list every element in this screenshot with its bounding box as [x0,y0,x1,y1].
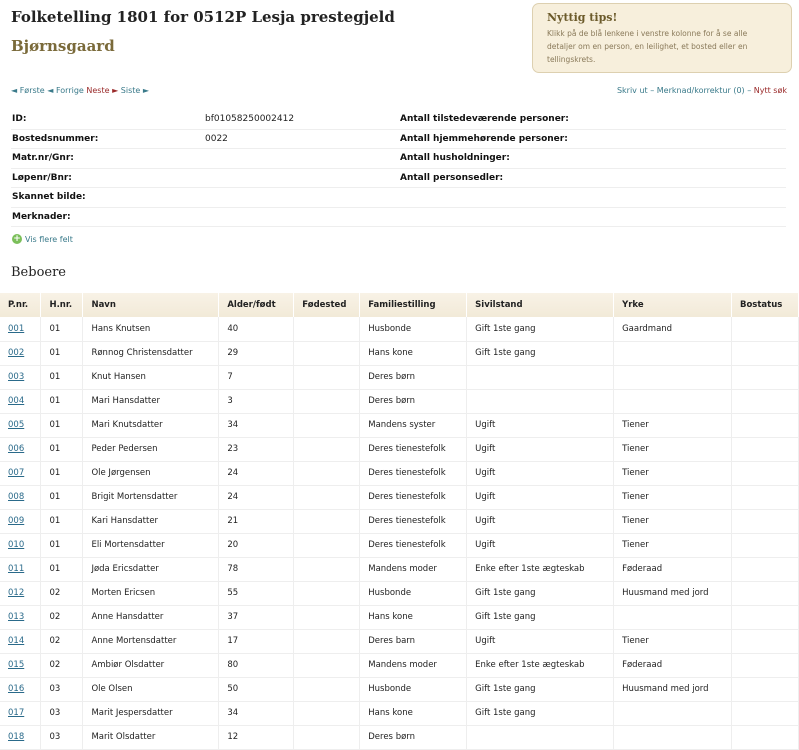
table-row [0,533,799,557]
table-cell [614,605,732,629]
table-cell [731,557,798,581]
table-cell: 21 [219,509,294,533]
table-cell: Enke efter 1ste ægteskab [467,557,614,581]
table-cell: Ugift [467,413,614,437]
column-header: Fødested [294,293,360,317]
table-cell [294,653,360,677]
info-label-right: Antall tilstedeværende personer: [400,114,569,124]
table-row [0,581,799,605]
person-link[interactable]: 010 [8,540,25,550]
info-label: Bostedsnummer: [12,133,99,144]
person-link[interactable]: 008 [8,492,25,502]
table-cell [731,605,798,629]
note-link[interactable]: Merknad/korrektur (0) [656,86,745,95]
table-cell: Jøda Ericsdatter [83,557,219,581]
table-cell: 24 [219,485,294,509]
table-cell [294,317,360,341]
table-cell: Ole Olsen [83,677,219,701]
tips-text: Klikk på de blå lenkene i venstre kolonne for å se alle detaljer om en person, en leilighet, et bosted eller en tellingskrets. [547,29,748,64]
table-cell [614,389,732,413]
table-cell [731,629,798,653]
last-link[interactable]: Siste ► [120,86,149,95]
table-cell: 02 [41,653,83,677]
table-cell [294,725,360,749]
info-row [11,208,786,228]
page-actions [617,86,787,95]
info-label: Skannet bilde: [12,192,86,202]
table-cell [294,365,360,389]
table-cell: Deres tienestefolk [360,461,467,485]
column-header: Bostatus [731,293,798,317]
table-row [0,725,799,749]
table-cell [0,725,41,749]
info-row [11,130,786,150]
prev-link[interactable]: ◄ Forrige [47,86,84,95]
info-row [11,110,786,130]
person-link[interactable]: 009 [8,516,25,526]
info-label: Matr.nr/Gnr: [12,153,74,163]
column-header: Alder/født [219,293,294,317]
table-cell: Ugift [467,509,614,533]
table-cell [294,605,360,629]
table-cell: Ugift [467,629,614,653]
table-cell: Mandens moder [360,557,467,581]
table-row [0,605,799,629]
table-cell [731,509,798,533]
table-cell [294,509,360,533]
table-cell [0,413,41,437]
table-cell: 3 [219,389,294,413]
new-search-link[interactable]: Nytt søk [753,86,787,95]
info-label: Merknader: [12,211,71,222]
table-cell: Gift 1ste gang [467,341,614,365]
table-cell: Eli Mortensdatter [83,533,219,557]
table-cell: Hans Knutsen [83,317,219,341]
info-row [11,188,786,208]
table-cell [614,365,732,389]
table-cell [467,725,614,749]
more-fields-label: Vis flere felt [25,234,73,244]
info-label-right: Antall husholdninger: [400,153,510,163]
table-cell: Ugift [467,533,614,557]
separator: – [647,86,657,95]
table-cell: Husbonde [360,677,467,701]
table-cell: Deres barn [360,629,467,653]
table-cell: Enke efter 1ste ægteskab [467,653,614,677]
table-cell: Huusmand med jord [614,677,732,701]
table-cell: Gift 1ste gang [467,581,614,605]
table-cell: 02 [41,581,83,605]
table-cell [294,629,360,653]
table-cell: Hans kone [360,701,467,725]
table-cell: Peder Pedersen [83,437,219,461]
table-cell [731,581,798,605]
table-cell: Tiener [614,437,732,461]
table-cell: Deres børn [360,389,467,413]
table-cell [0,341,41,365]
table-row [0,341,799,365]
table-cell [731,437,798,461]
table-cell: 01 [41,509,83,533]
table-cell [0,389,41,413]
table-cell [0,701,41,725]
person-link[interactable]: 012 [8,588,25,598]
residents-table [0,293,799,750]
section-title: Beboere [11,265,66,280]
table-cell [0,461,41,485]
table-cell [0,557,41,581]
info-table [11,110,786,227]
info-row [11,149,786,169]
table-cell [614,701,732,725]
table-cell: 24 [219,461,294,485]
table-cell [731,725,798,749]
table-cell: Brigit Mortensdatter [83,485,219,509]
info-label-right: Antall hjemmehørende personer: [400,133,568,144]
page-title: Folketelling 1801 for 0512P Lesja prestegjeld [11,8,395,26]
print-link[interactable]: Skriv ut [616,86,648,95]
person-link[interactable]: 016 [8,684,25,694]
table-cell [731,413,798,437]
table-cell: Anne Mortensdatter [83,629,219,653]
table-cell [294,677,360,701]
table-row [0,509,799,533]
table-cell [294,533,360,557]
table-row [0,365,799,389]
table-cell [294,581,360,605]
info-row [11,169,786,189]
table-cell: 01 [41,485,83,509]
info-value: bf01058250002412 [205,114,295,124]
table-cell: Ugift [467,437,614,461]
person-link[interactable]: 011 [8,564,25,574]
table-cell: 40 [219,317,294,341]
table-cell: Tiener [614,485,732,509]
table-cell: 78 [219,557,294,581]
table-cell: Morten Ericsen [83,581,219,605]
table-row [0,629,799,653]
table-cell: Deres tienestefolk [360,485,467,509]
info-label-right: Antall personsedler: [400,172,504,183]
table-cell: 03 [41,725,83,749]
column-header: Familiestilling [360,293,467,317]
table-cell: Ugift [467,485,614,509]
table-row [0,701,799,725]
table-cell: 50 [219,677,294,701]
table-cell: Rønnog Christensdatter [83,341,219,365]
table-cell: Knut Hansen [83,365,219,389]
table-cell: Deres børn [360,725,467,749]
table-cell: 01 [41,437,83,461]
table-cell [0,605,41,629]
person-link[interactable]: 006 [8,444,25,454]
person-link[interactable]: 003 [8,372,25,382]
table-cell: Tiener [614,509,732,533]
table-cell: Deres tienestefolk [360,533,467,557]
table-cell [614,341,732,365]
table-cell: Mari Knutsdatter [83,413,219,437]
column-header: Yrke [614,293,732,317]
table-cell [731,653,798,677]
table-cell [294,389,360,413]
table-cell: 34 [219,701,294,725]
more-fields-link[interactable] [12,234,73,244]
table-cell: 03 [41,677,83,701]
table-cell: 29 [219,341,294,365]
table-cell: Tiener [614,629,732,653]
table-cell [731,533,798,557]
table-cell [731,461,798,485]
table-cell [294,485,360,509]
table-cell: 02 [41,605,83,629]
table-cell: 01 [41,533,83,557]
table-row [0,461,799,485]
person-link[interactable]: 018 [8,732,25,742]
first-link[interactable]: ◄ Første [11,86,45,95]
table-cell [294,557,360,581]
table-cell: Føderaad [614,557,732,581]
person-link[interactable]: 001 [8,323,25,334]
table-cell [731,485,798,509]
table-cell [0,509,41,533]
table-cell [0,533,41,557]
table-cell: 12 [219,725,294,749]
table-cell [0,485,41,509]
table-cell [0,653,41,677]
table-cell: Ugift [467,461,614,485]
table-cell [467,365,614,389]
column-header: Sivilstand [467,293,614,317]
table-cell: 02 [41,629,83,653]
table-cell: Kari Hansdatter [83,509,219,533]
table-cell: 01 [41,317,83,341]
tips-box [532,3,792,73]
table-cell [0,677,41,701]
table-cell: Mandens syster [360,413,467,437]
table-cell: Gaardmand [614,317,732,341]
table-cell [731,317,798,341]
info-value: 0022 [205,133,228,144]
table-cell: 34 [219,413,294,437]
table-cell: Tiener [614,533,732,557]
table-cell: Marit Jespersdatter [83,701,219,725]
table-cell: Gift 1ste gang [467,677,614,701]
table-cell [731,365,798,389]
person-link[interactable]: 004 [8,396,25,406]
next-link[interactable]: Neste ► [86,86,119,95]
table-cell: 01 [41,389,83,413]
separator: – [744,86,754,95]
table-cell [0,437,41,461]
table-cell: Mari Hansdatter [83,389,219,413]
plus-icon: + [13,234,21,244]
table-cell: 01 [41,461,83,485]
table-cell [731,341,798,365]
table-cell [0,581,41,605]
tips-title: Nyttig tips! [547,11,618,24]
table-cell: Hans kone [360,605,467,629]
table-row [0,437,799,461]
person-link[interactable]: 007 [8,468,25,478]
table-cell: Gift 1ste gang [467,605,614,629]
table-cell [294,341,360,365]
table-cell: 20 [219,533,294,557]
table-row [0,317,799,341]
table-cell: Deres tienestefolk [360,437,467,461]
table-cell: 7 [219,365,294,389]
table-cell: Marit Olsdatter [83,725,219,749]
table-cell: Anne Hansdatter [83,605,219,629]
table-cell: Gift 1ste gang [467,317,614,341]
table-cell: Mandens moder [360,653,467,677]
table-cell: Huusmand med jord [614,581,732,605]
table-cell: 01 [41,413,83,437]
table-cell: 01 [41,341,83,365]
place-title: Bjørnsgaard [11,37,115,55]
info-label: ID: [12,114,27,124]
table-cell: 17 [219,629,294,653]
table-cell: Deres børn [360,365,467,389]
table-cell: Tiener [614,461,732,485]
info-label: Løpenr/Bnr: [12,172,72,183]
table-row [0,485,799,509]
table-cell [731,677,798,701]
table-cell: Føderaad [614,653,732,677]
table-cell: Hans kone [360,341,467,365]
table-cell: Deres tienestefolk [360,509,467,533]
table-cell: Ole Jørgensen [83,461,219,485]
table-cell: 03 [41,701,83,725]
table-cell: Tiener [614,413,732,437]
table-row [0,557,799,581]
person-link[interactable]: 017 [8,708,25,718]
column-header: Navn [83,293,219,317]
table-row [0,677,799,701]
record-navigation [11,86,149,95]
table-cell [0,317,41,341]
table-cell [0,629,41,653]
person-link[interactable]: 005 [8,420,25,430]
table-cell [731,389,798,413]
table-row [0,389,799,413]
table-cell [731,701,798,725]
table-cell [294,461,360,485]
column-header: P.nr. [0,293,41,317]
table-row [0,413,799,437]
table-cell: 37 [219,605,294,629]
table-cell: Husbonde [360,581,467,605]
table-cell [294,413,360,437]
table-cell [294,701,360,725]
table-cell: 23 [219,437,294,461]
person-link[interactable]: 013 [8,612,25,622]
table-cell [294,437,360,461]
table-cell: Gift 1ste gang [467,701,614,725]
table-cell: Ambiør Olsdatter [83,653,219,677]
table-cell [0,365,41,389]
table-cell: 80 [219,653,294,677]
person-link[interactable]: 015 [8,660,25,670]
table-cell [614,725,732,749]
column-header: H.nr. [41,293,83,317]
table-row [0,653,799,677]
table-cell: 01 [41,557,83,581]
table-cell: Husbonde [360,317,467,341]
table-cell: 01 [41,365,83,389]
table-cell [467,389,614,413]
table-cell: 55 [219,581,294,605]
person-link[interactable]: 014 [8,636,25,646]
person-link[interactable]: 002 [8,348,25,358]
